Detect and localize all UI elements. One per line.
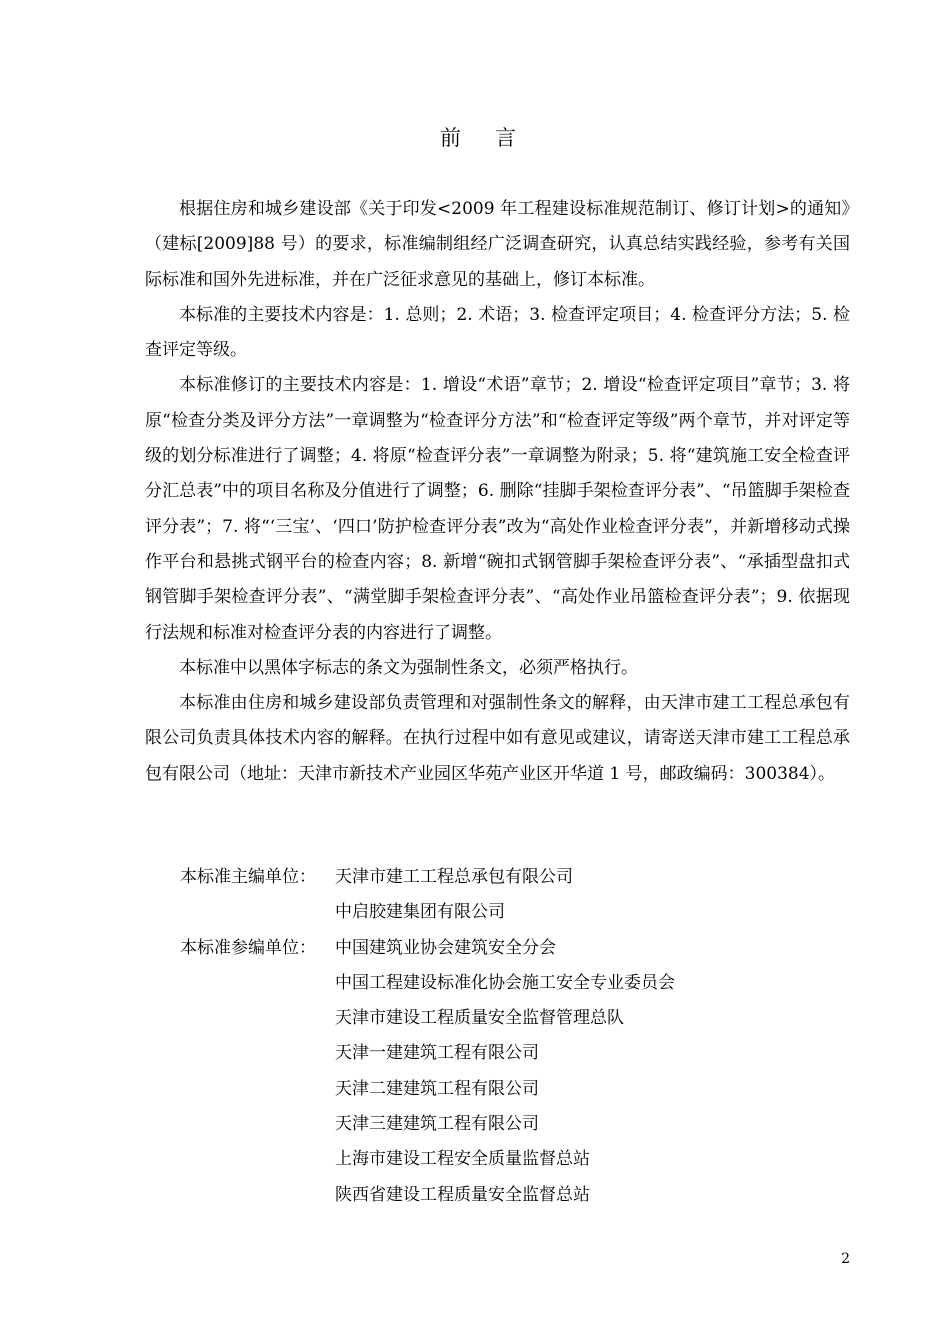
participating-editor-row xyxy=(180,1001,860,1036)
participating-editor-unit: 天津一建建筑工程有限公司 xyxy=(335,1043,539,1064)
paragraph-management-contact: 本标准由住房和城乡建设部负责管理和对强制性条文的解释，由天津市建工工程总承包有限公司负责具体技术内容的解释。在执行过程中如有意见或建议，请寄送天津市建工工程总承包有限公司（地址：天津市新技术产业园区华苑产业区开华道 1 号，邮政编码：300384）。 xyxy=(145,693,850,784)
participating-editor-row xyxy=(180,931,860,966)
participating-editor-unit: 陕西省建设工程质量安全监督总站 xyxy=(335,1184,590,1205)
participating-editor-unit: 中国工程建设标准化协会施工安全专业委员会 xyxy=(335,972,675,993)
chief-editor-row xyxy=(180,895,860,930)
paragraph-main-content: 本标准的主要技术内容是：1. 总则；2. 术语；3. 检查评定项目；4. 检查评分方法；5. 检查评定等级。 xyxy=(145,304,850,361)
participating-editor-row xyxy=(180,1142,860,1177)
preface-body xyxy=(145,192,850,792)
page-number: 2 xyxy=(841,1251,850,1267)
participating-editor-row xyxy=(180,1178,860,1213)
participating-editor-row xyxy=(180,1072,860,1107)
participating-editor-row xyxy=(180,1107,860,1142)
participating-editor-row xyxy=(180,966,860,1001)
participating-editor-unit: 中国建筑业协会建筑安全分会 xyxy=(335,937,556,958)
participating-editor-unit: 上海市建设工程安全质量监督总站 xyxy=(335,1149,590,1170)
paragraph-basis: 根据住房和城乡建设部《关于印发<2009 年工程建设标准规范制订、修订计划>的通知》（建标[2009]88 号）的要求，标准编制组经广泛调查研究，认真总结实践经验，参考有关国际标准和国外先进标准，并在广泛征求意见的基础上，修订本标准。 xyxy=(145,199,850,290)
page-title: 前言 xyxy=(440,126,550,150)
paragraph-revision-content: 本标准修订的主要技术内容是：1. 增设“术语”章节；2. 增设“检查评定项目”章节；3. 将原“检查分类及评分方法”一章调整为“检查评分方法”和“检查评定等级”两个章节，并对评定等级的划分标准进行了调整；4. 将原“检查评分表”一章调整为附录；5. 将“建筑施工安全检查评分汇总表”中的项目名称及分值进行了调整；6. 删除“挂脚手架检查评分表”、“吊篮脚手架检查评分表”；7. 将“‘三宝’、‘四口’防护检查评分表”改为“高处作业检查评分表”，并新增移动式操作平台和悬挑式钢平台的检查内容；8. 新增“碗扣式钢管脚手架检查评分表”、“承插型盘扣式钢管脚手架检查评分表”、“满堂脚手架检查评分表”、“高处作业吊篮检查评分表”；9. 依据现行法规和标准对检查评分表的内容进行了调整。 xyxy=(145,375,850,643)
editor-units-list xyxy=(180,860,860,1213)
participating-editor-row xyxy=(180,1036,860,1071)
paragraph-mandatory-clauses: 本标准中以黑体字标志的条文为强制性条文，必须严格执行。 xyxy=(179,657,638,678)
participating-editor-unit: 天津三建建筑工程有限公司 xyxy=(335,1114,539,1135)
participating-editor-unit: 天津市建设工程质量安全监督管理总队 xyxy=(335,1008,624,1029)
chief-editor-unit: 天津市建工工程总承包有限公司 xyxy=(335,867,573,887)
chief-editor-unit: 中启胶建集团有限公司 xyxy=(335,902,505,923)
chief-editor-label: 本标准主编单位： xyxy=(180,867,316,887)
participating-editor-unit: 天津二建建筑工程有限公司 xyxy=(335,1078,539,1099)
chief-editor-row xyxy=(180,860,860,895)
participating-editor-label: 本标准参编单位： xyxy=(180,937,316,958)
